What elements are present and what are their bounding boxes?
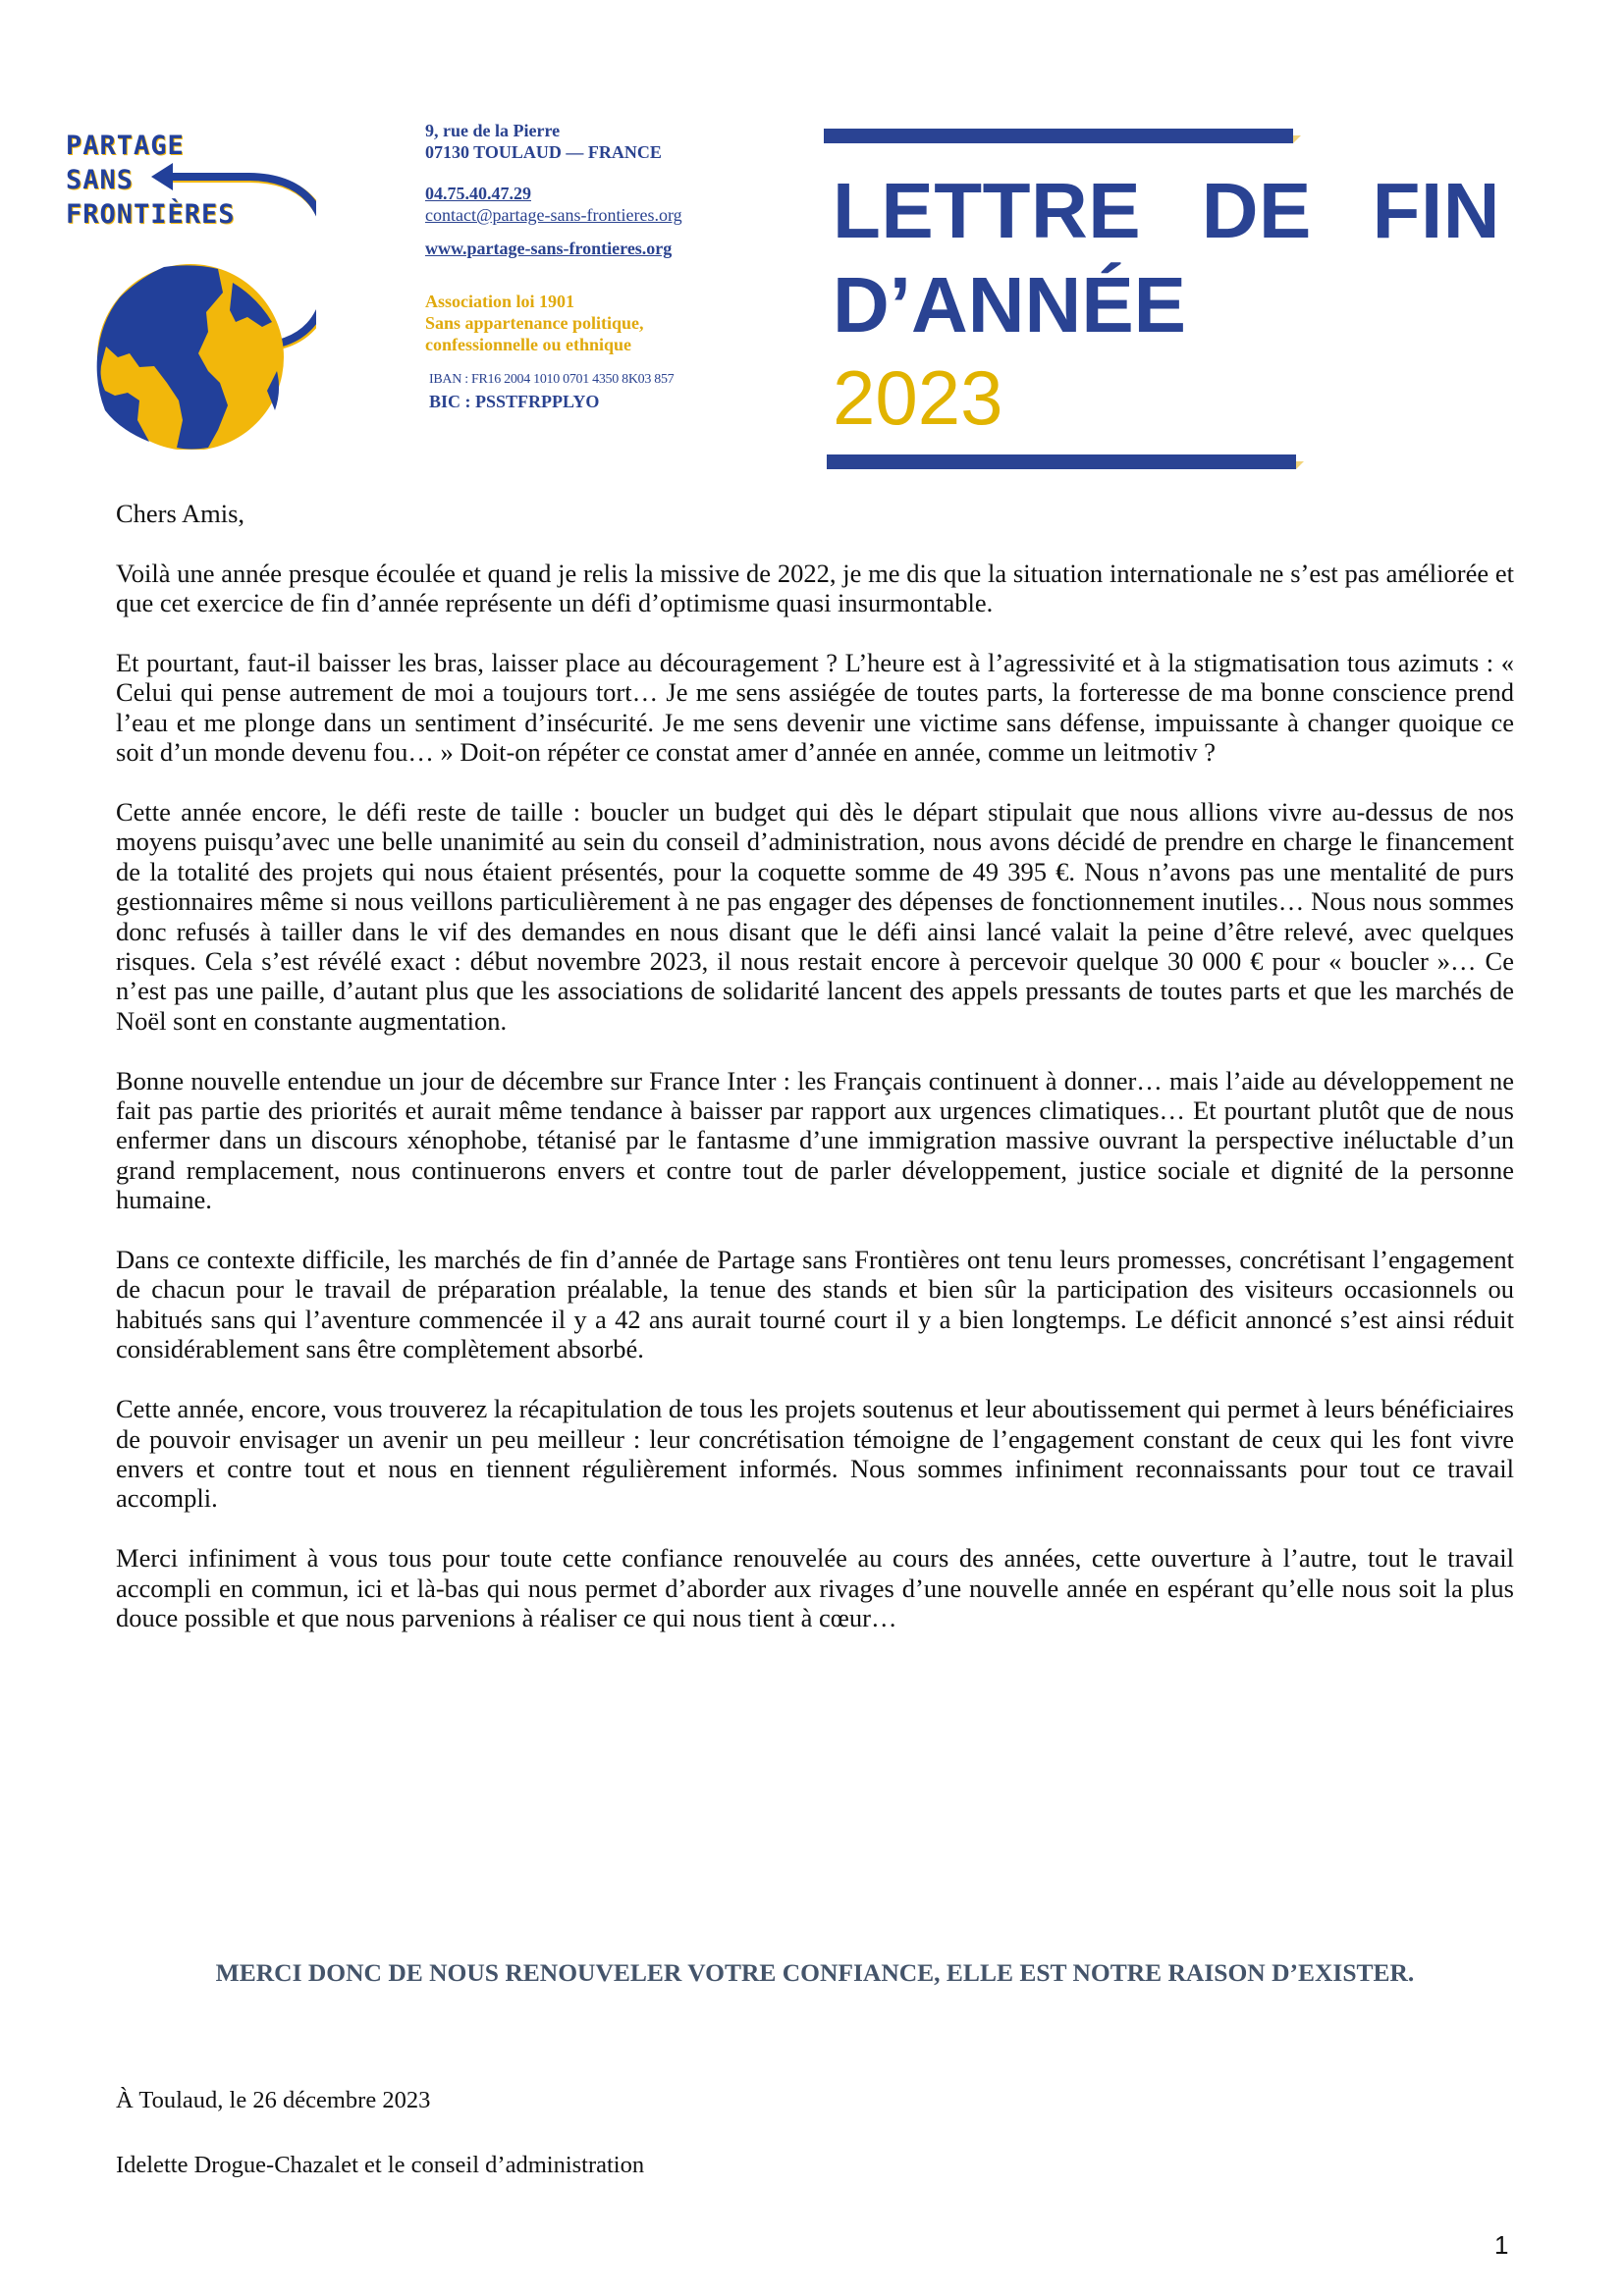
email-link[interactable]: contact@partage-sans-frontieres.org	[425, 205, 682, 225]
paragraph: Cette année encore, le défi reste de taille : boucler un budget qui dès le départ stipulait que nous allions vivre au-dessus de nos moyens puisqu’avec une belle unanimité au sein du conseil d’administration, nous avons décidé de prendre en charge le financement de la totalité des projets qui nous étaient présentés, pour la coquette somme de 49 395 €. Nous n’avons pas une mentalité de purs gestionnaires même si nous veillons particulièrement à ne pas engager des dépenses de fonctionnement inutiles… Nous nous sommes donc refusés à tailler dans le vif des demandes en nous disant que le défi ainsi lancé valait la peine d’être relevé, avec quelques risques. Cela s’est révélé exact : début novembre 2023, il nous restait encore à percevoir quelque 30 000 € pour « boucler »… Ce n’est pas une paille, d’autant plus que les associations de solidarité lancent des appels pressants de toutes parts et que les marchés de Noël sont en constante augmentation.	[116, 797, 1514, 1036]
paragraph: Dans ce contexte difficile, les marchés de fin d’année de Partage sans Frontières ont tenu leurs promesses, concrétisant l’engagement de chacun pour le travail de préparation préalable, la tenue des stands et bien sûr la participation des visiteurs occasionnels ou habitués sans qui l’aventure commencée il y a 42 ans aurait tourné court il y a bien longtemps. Le déficit annoncé s’est ainsi réduit considérablement sans être complètement absorbé.	[116, 1245, 1514, 1364]
bic-text: BIC : PSSTFRPPLYO	[429, 392, 600, 411]
page-title-year: 2023	[833, 354, 1003, 441]
organization-logo	[61, 126, 316, 450]
title-word-fin: FIN	[1372, 167, 1500, 254]
page-title-line1	[833, 167, 1500, 255]
logo-text-line1: PARTAGE	[66, 131, 185, 161]
association-neutrality-2: confessionnelle ou ethnique	[425, 335, 632, 354]
association-status: Association loi 1901	[425, 292, 575, 311]
closing-statement: MERCI DONC DE NOUS RENOUVELER VOTRE CONFIANCE, ELLE EST NOTRE RAISON D’EXISTER.	[215, 1958, 1415, 1987]
globe-with-arrow-icon	[61, 126, 316, 450]
paragraph: Voilà une année presque écoulée et quand je relis la missive de 2022, je me dis que la situation internationale ne s’est pas améliorée et que cet exercice de fin d’année représente un défi d’optimisme quasi insurmontable.	[116, 558, 1514, 618]
address-street: 9, rue de la Pierre	[425, 121, 561, 140]
logo-text-line2: SANS	[66, 165, 135, 195]
association-neutrality-1: Sans appartenance politique,	[425, 313, 644, 333]
title-bottom-rule	[827, 454, 1296, 469]
paragraph: Cette année, encore, vous trouverez la récapitulation de tous les projets soutenus et leur aboutissement qui permet à leurs bénéficiaires de pouvoir envisager un avenir un peu meilleur : leur concrétisation témoigne de l’engagement constant de ceux qui les font vivre envers et contre tout et nous en tiennent régulièrement informés. Nous sommes infiniment reconnaissants pour tout ce travail accompli.	[116, 1394, 1514, 1514]
page-number: 1	[1494, 2230, 1509, 2260]
contact-block	[425, 120, 779, 412]
logo-text-line3: FRONTIÈRES	[66, 199, 236, 230]
signature: Idelette Drogue-Chazalet et le conseil d’administration	[116, 2152, 645, 2178]
page-title-line2: D’ANNÉE	[833, 261, 1187, 348]
title-word-lettre: LETTRE	[833, 167, 1142, 254]
phone-link[interactable]: 04.75.40.47.29	[425, 184, 531, 203]
paragraph: Bonne nouvelle entendue un jour de décembre sur France Inter : les Français continuent à donner… mais l’aide au développement ne fait pas partie des priorités et aurait même tendance à baisser par rapport aux urgences climatiques… Et pourtant plutôt que de nous enfermer dans un discours xénophobe, tétanisé par le fantasme d’une immigration massive ouvrant la perspective inéluctable d’un grand remplacement, nous continuerons envers et contre tout de parler développement, justice sociale et dignité de la personne humaine.	[116, 1065, 1514, 1215]
paragraph: Merci infiniment à vous tous pour toute cette confiance renouvelée au cours des années, cette ouverture à l’autre, tout le travail accompli en commun, ici et là-bas qui nous permet d’aborder aux rivages d’une nouvelle année en espérant qu’elle nous soit la plus douce possible et que nous parvenions à réaliser ce qui nous tient à cœur…	[116, 1543, 1514, 1632]
address-city: 07130 TOULAUD — FRANCE	[425, 142, 662, 162]
title-top-rule	[824, 129, 1293, 143]
title-bottom-rule-accent	[1296, 461, 1304, 469]
letter-body	[116, 499, 1514, 1663]
iban-text: IBAN : FR16 2004 1010 0701 4350 8K03 857	[429, 372, 675, 387]
website-link[interactable]: www.partage-sans-frontieres.org	[425, 239, 673, 258]
salutation: Chers Amis,	[116, 499, 245, 528]
title-top-rule-accent	[1293, 135, 1301, 143]
paragraph: Et pourtant, faut-il baisser les bras, laisser place au découragement ? L’heure est à l’agressivité et à la stigmatisation tous azimuts : « Celui qui pense autrement de moi a toujours tort… Je me sens assiégée de toutes parts, la forteresse de ma bonne conscience prend l’eau et me plonge dans un sentiment d’insécurité. Je me sens devenir une victime sans défense, impuissante à changer quoique ce soit d’un monde devenu fou… » Doit-on répéter ce constat amer d’année en année, comme un leitmotiv ?	[116, 648, 1514, 768]
place-and-date: À Toulaud, le 26 décembre 2023	[116, 2087, 431, 2113]
title-word-de: DE	[1201, 167, 1312, 254]
